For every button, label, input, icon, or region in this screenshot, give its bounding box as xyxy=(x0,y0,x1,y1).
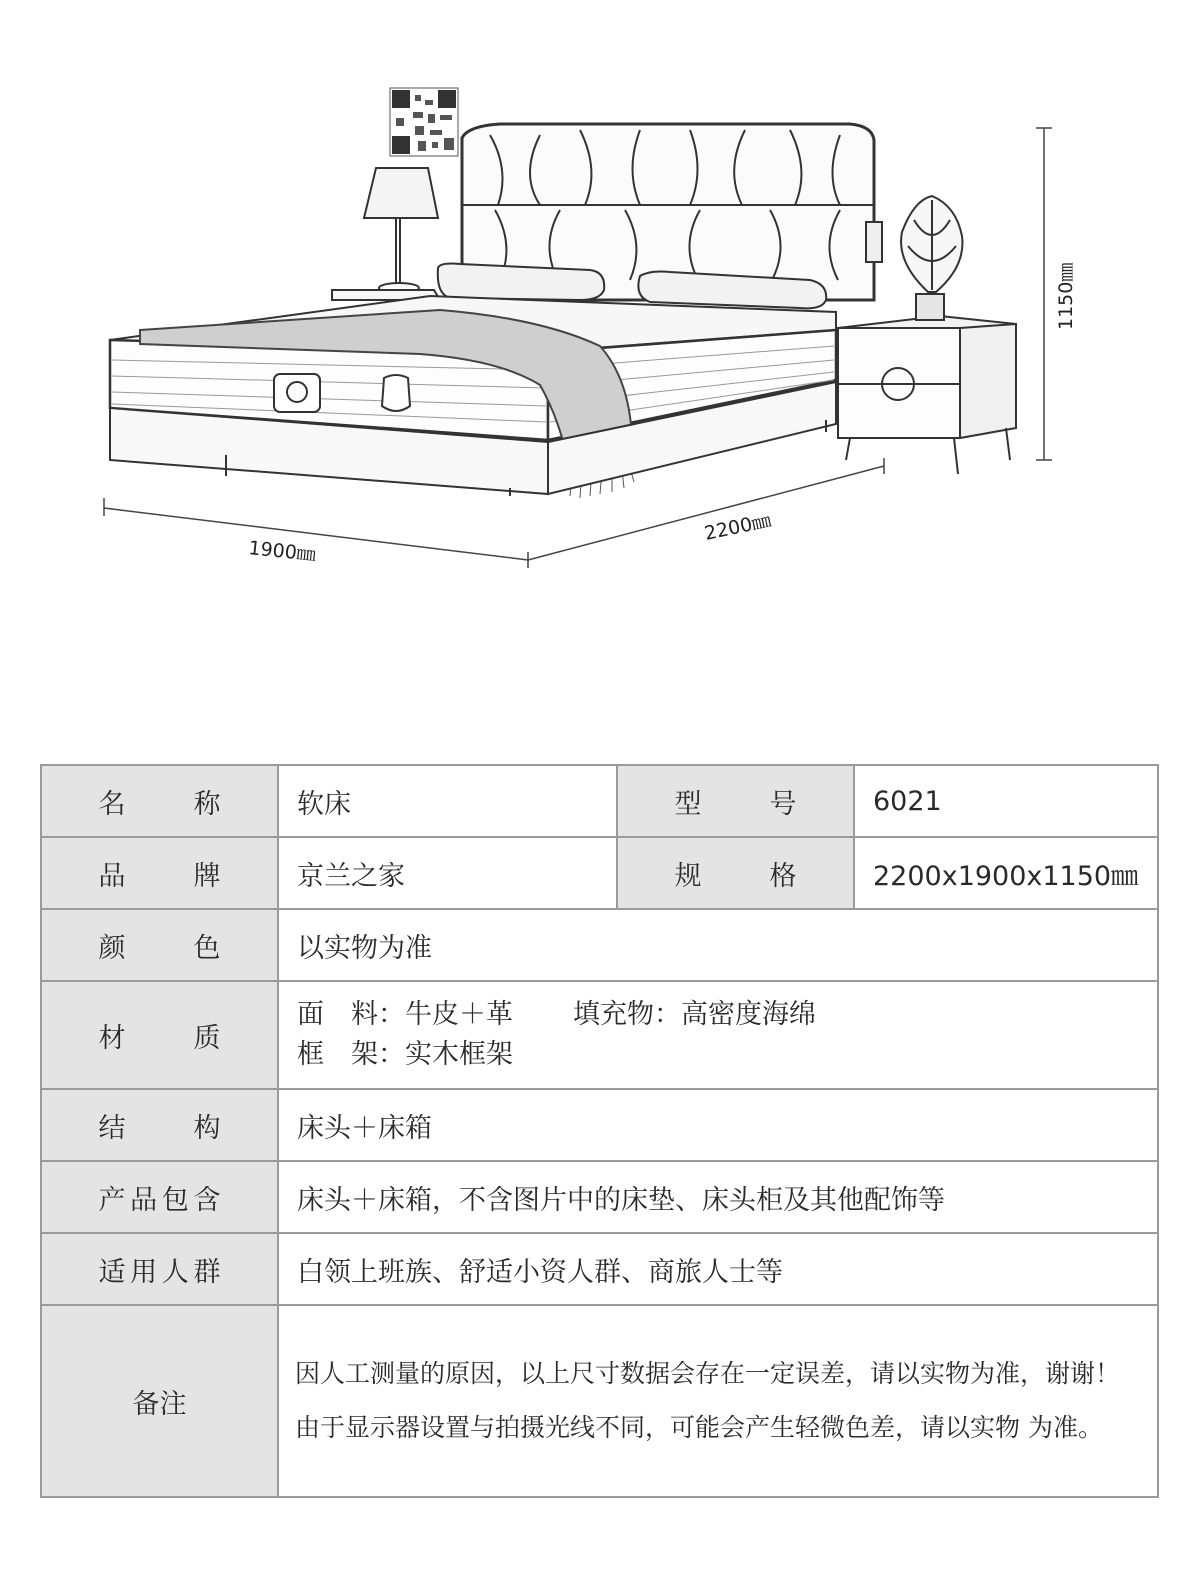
size-value: 2200x1900x1150㎜ xyxy=(854,837,1158,909)
remark-value xyxy=(278,1305,1158,1497)
color-label: 颜色 xyxy=(98,932,221,964)
table-row xyxy=(41,1161,1158,1233)
material-line-1 xyxy=(297,995,1157,1035)
structure-label: 结构 xyxy=(98,1112,221,1144)
table-lamp-icon xyxy=(364,168,438,293)
structure-value: 床头＋床箱 xyxy=(278,1089,1158,1161)
model-label-cell xyxy=(617,765,854,837)
depth-dimension-label: 2200㎜ xyxy=(702,509,773,545)
remark-line-2: 由于显示器设置与拍摄光线不同，可能会产生轻微色差，请以实物 为准。 xyxy=(295,1413,1103,1442)
qr-code-icon xyxy=(390,88,458,156)
nightstand xyxy=(838,316,1016,474)
height-dimension-label: 1150㎜ xyxy=(1055,262,1077,330)
table-row xyxy=(41,765,1158,837)
frame-material: 框 架：实木框架 xyxy=(297,1039,513,1070)
table-row xyxy=(41,909,1158,981)
size-label: 规格 xyxy=(674,860,797,892)
remark-line-1: 因人工测量的原因，以上尺寸数据会存在一定误差，请以实物为准，谢谢！ xyxy=(295,1359,1121,1388)
remark-label: 备注 xyxy=(132,1388,187,1420)
table-row xyxy=(41,1305,1158,1497)
surface-material: 面 料：牛皮＋革 xyxy=(297,999,513,1030)
model-label: 型号 xyxy=(674,788,797,820)
remark-label-cell xyxy=(41,1305,278,1497)
package-value: 床头＋床箱，不含图片中的床垫、床头柜及其他配饰等 xyxy=(278,1161,1158,1233)
bed-line-drawing xyxy=(0,0,1200,640)
name-label-cell xyxy=(41,765,278,837)
structure-label-cell xyxy=(41,1089,278,1161)
filling-material: 填充物：高密度海绵 xyxy=(573,999,816,1030)
name-value: 软床 xyxy=(278,765,617,837)
color-label-cell xyxy=(41,909,278,981)
package-label: 产品包含 xyxy=(98,1184,221,1216)
model-value: 6021 xyxy=(854,765,1158,837)
table-row xyxy=(41,837,1158,909)
brand-value: 京兰之家 xyxy=(278,837,617,909)
size-label-cell xyxy=(617,837,854,909)
width-dimension-label: 1900㎜ xyxy=(247,537,317,567)
material-label: 材质 xyxy=(98,1022,221,1054)
brand-label: 品牌 xyxy=(98,860,221,892)
audience-label-cell xyxy=(41,1233,278,1305)
table-row xyxy=(41,1233,1158,1305)
decor-ornament-icon xyxy=(901,196,962,320)
brand-label-cell xyxy=(41,837,278,909)
table-row xyxy=(41,1089,1158,1161)
material-value xyxy=(278,981,1158,1089)
name-label: 名称 xyxy=(98,788,221,820)
audience-label: 适用人群 xyxy=(98,1256,221,1288)
audience-value: 白领上班族、舒适小资人群、商旅人士等 xyxy=(278,1233,1158,1305)
package-label-cell xyxy=(41,1161,278,1233)
material-label-cell xyxy=(41,981,278,1089)
table-row xyxy=(41,981,1158,1089)
spec-table xyxy=(40,764,1159,1498)
color-value: 以实物为准 xyxy=(278,909,1158,981)
